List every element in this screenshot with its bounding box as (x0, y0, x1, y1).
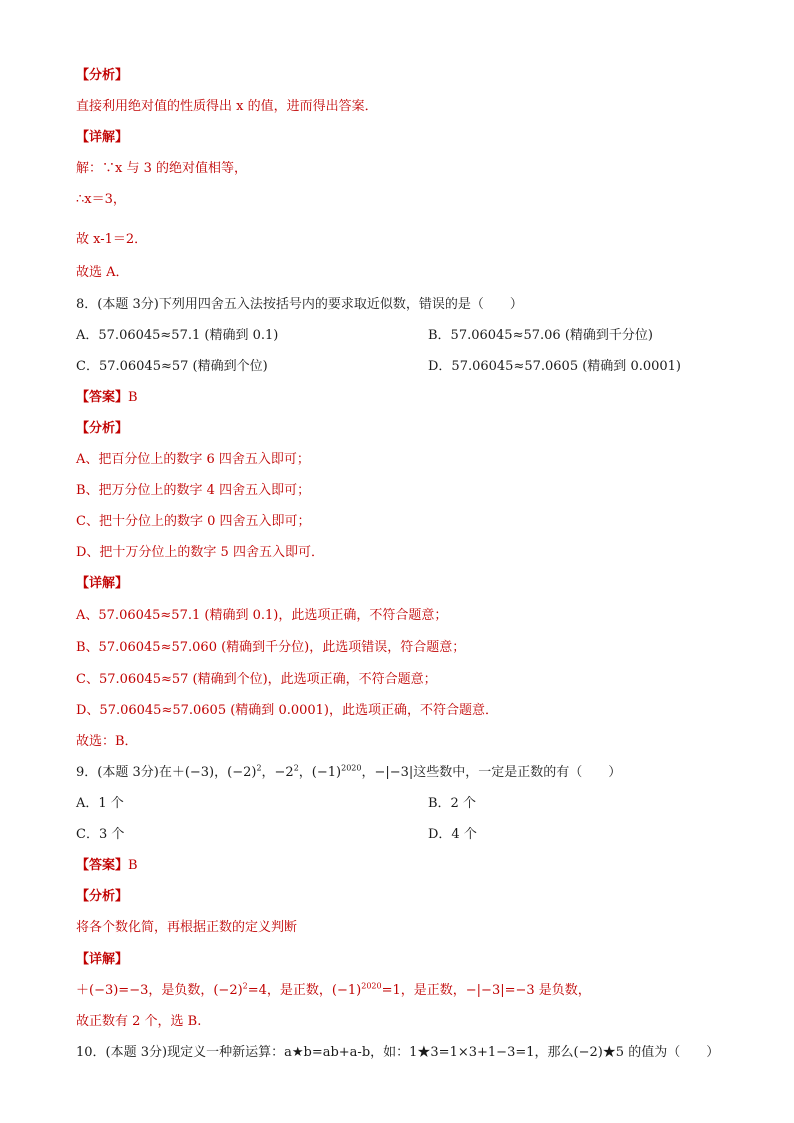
q9-option-c: C．3 个 (76, 827, 125, 842)
q9-option-d: D．4 个 (428, 827, 477, 842)
q9-option-b: B．2 个 (428, 796, 476, 811)
q8-option-a: A．57.06045≈57.1 (精确到 0.1) (76, 328, 279, 343)
q7-solve-line-2: ∴x＝3， (76, 192, 126, 207)
q8-detail-a: A、57.06045≈57.1 (精确到 0.1)，此选项正确，不符合题意； (76, 608, 448, 623)
q7-analysis-text: 直接利用绝对值的性质得出 x 的值，进而得出答案． (76, 99, 378, 114)
q9-answer: 【答案】B (76, 858, 138, 873)
q9-stem: 9．(本题 3分)在＋(−3)，$(-2)^2$，$-2^2$，$(-1)^{2020}$，−|−3|这些数中，一定是正数的有（ ） (76, 763, 622, 780)
q9-detail-heading: 【详解】 (76, 952, 129, 967)
q8-option-row-2 (76, 359, 681, 375)
q8-analysis-c: C、把十分位上的数字 0 四舍五入即可； (76, 514, 311, 529)
q7-conclusion: 故选 A． (76, 265, 129, 280)
q9-analysis-heading: 【分析】 (76, 889, 129, 904)
q8-option-row-1 (76, 328, 653, 344)
q10-stem: 10．(本题 3分)现定义一种新运算：a★b=ab+a-b，如：1★3=1×3+1−3=1，那么(−2)★5 的值为（ ） (76, 1045, 720, 1060)
q8-option-c: C．57.06045≈57 (精确到个位) (76, 359, 268, 374)
q7-solve-line-1: 解：∵x 与 3 的绝对值相等， (76, 161, 247, 176)
q8-analysis-d: D、把十万分位上的数字 5 四舍五入即可． (76, 545, 324, 560)
q8-detail-c: C、57.06045≈57 (精确到个位)，此选项正确，不符合题意； (76, 672, 437, 687)
q9-option-a: A．1 个 (76, 796, 124, 811)
q8-stem: 8．(本题 3分)下列用四舍五入法按括号内的要求取近似数，错误的是（ ） (76, 297, 523, 312)
q8-detail-b: B、57.06045≈57.060 (精确到千分位)，此选项错误，符合题意； (76, 640, 466, 655)
q9-conclusion: 故正数有 2 个，选 B. (76, 1014, 202, 1029)
q9-detail-text: ＋(−3)=−3，是负数，$(-2)^2=4$，是正数，$(-1)^{2020}=1$，是正数，−|−3|=−3 是负数， (76, 981, 591, 998)
section-heading-detail: 【详解】 (76, 130, 129, 145)
q9-option-row-2 (76, 827, 477, 843)
section-heading-analysis: 【分析】 (76, 68, 129, 83)
q8-detail-heading: 【详解】 (76, 576, 129, 591)
q8-analysis-a: A、把百分位上的数字 6 四舍五入即可； (76, 452, 310, 467)
q7-solve-line-3: 故 x-1＝2． (76, 232, 148, 247)
q9-analysis-text: 将各个数化简，再根据正数的定义判断 (76, 920, 298, 935)
q8-option-b: B．57.06045≈57.06 (精确到千分位) (428, 328, 653, 343)
q9-option-row-1 (76, 796, 476, 812)
q8-answer: 【答案】B (76, 390, 138, 405)
q8-option-d: D．57.06045≈57.0605 (精确到 0.0001) (428, 359, 681, 374)
q8-conclusion: 故选：B． (76, 734, 138, 749)
q8-analysis-heading: 【分析】 (76, 421, 129, 436)
q8-detail-d: D、57.06045≈57.0605 (精确到 0.0001)，此选项正确，不符合题意． (76, 703, 498, 718)
q8-analysis-b: B、把万分位上的数字 4 四舍五入即可； (76, 483, 311, 498)
